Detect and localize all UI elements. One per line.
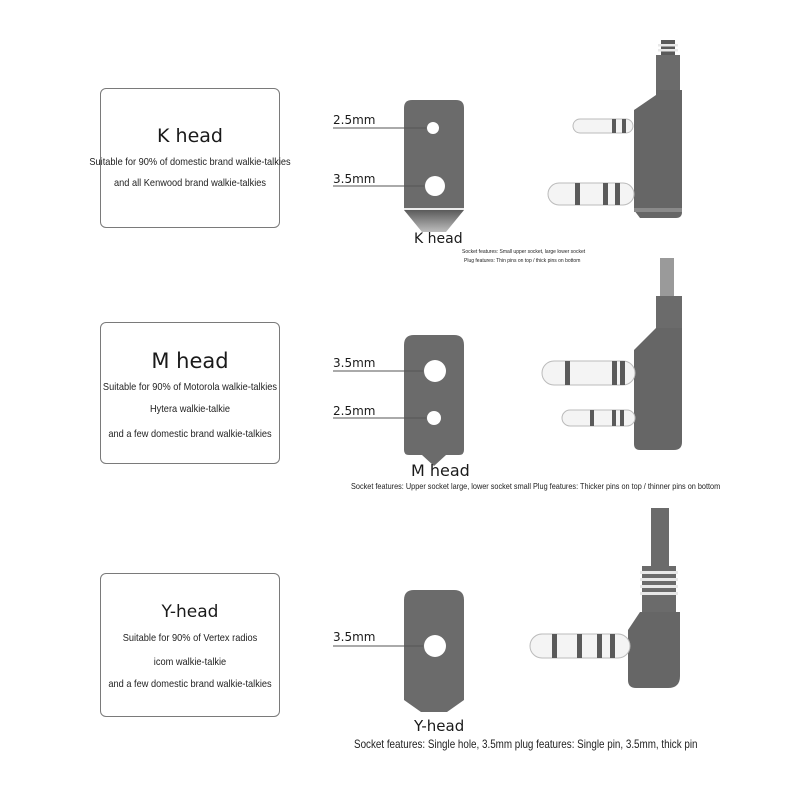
y-head-card-line-2: icom walkie-talkie [153, 656, 227, 668]
m-head-card-line-3: and a few domestic brand walkie-talkies [108, 428, 272, 440]
k-head-card-line-1: Suitable for 90% of domestic brand walkie-talkies [89, 156, 291, 168]
k-head-card-line-2: and all Kenwood brand walkie-talkies [113, 177, 267, 189]
m-socket-label-top: 3.5mm [333, 356, 376, 370]
m-head-card-line-1: Suitable for 90% of Motorola walkie-talkies [102, 381, 278, 393]
m-head-card-line-2: Hytera walkie-talkie [149, 403, 231, 415]
y-head-card-line-3: and a few domestic brand walkie-talkies [108, 678, 272, 690]
m-socket-label-bottom: 2.5mm [333, 404, 376, 418]
y-head-features: Socket features: Single hole, 3.5mm plug features: Single pin, 3.5mm, thick pin [354, 737, 698, 751]
m-head-caption: M head [411, 461, 470, 480]
m-head-features: Socket features: Upper socket large, lower socket small Plug features: Thicker pins on top / thinner pins on bottom [351, 481, 721, 491]
y-socket-label: 3.5mm [333, 630, 376, 644]
y-head-card-title: Y-head [161, 602, 219, 622]
k-socket-label-bottom: 3.5mm [333, 172, 376, 186]
y-head-card-line-1: Suitable for 90% of Vertex radios [122, 632, 258, 644]
k-head-socket-features: Socket features: Small upper socket, large lower socket [462, 249, 586, 255]
k-head-card-title: K head [157, 125, 223, 147]
k-socket-label-top: 2.5mm [333, 113, 376, 127]
k-head-caption: K head [414, 231, 463, 247]
y-head-caption: Y-head [414, 717, 465, 735]
m-head-card-title: M head [151, 349, 229, 373]
y-head-plug [530, 508, 680, 688]
k-head-plug-features: Plug features: Thin pins on top / thick pins on bottom [464, 258, 581, 264]
k-head-plug [548, 40, 682, 218]
m-head-plug [542, 258, 682, 450]
